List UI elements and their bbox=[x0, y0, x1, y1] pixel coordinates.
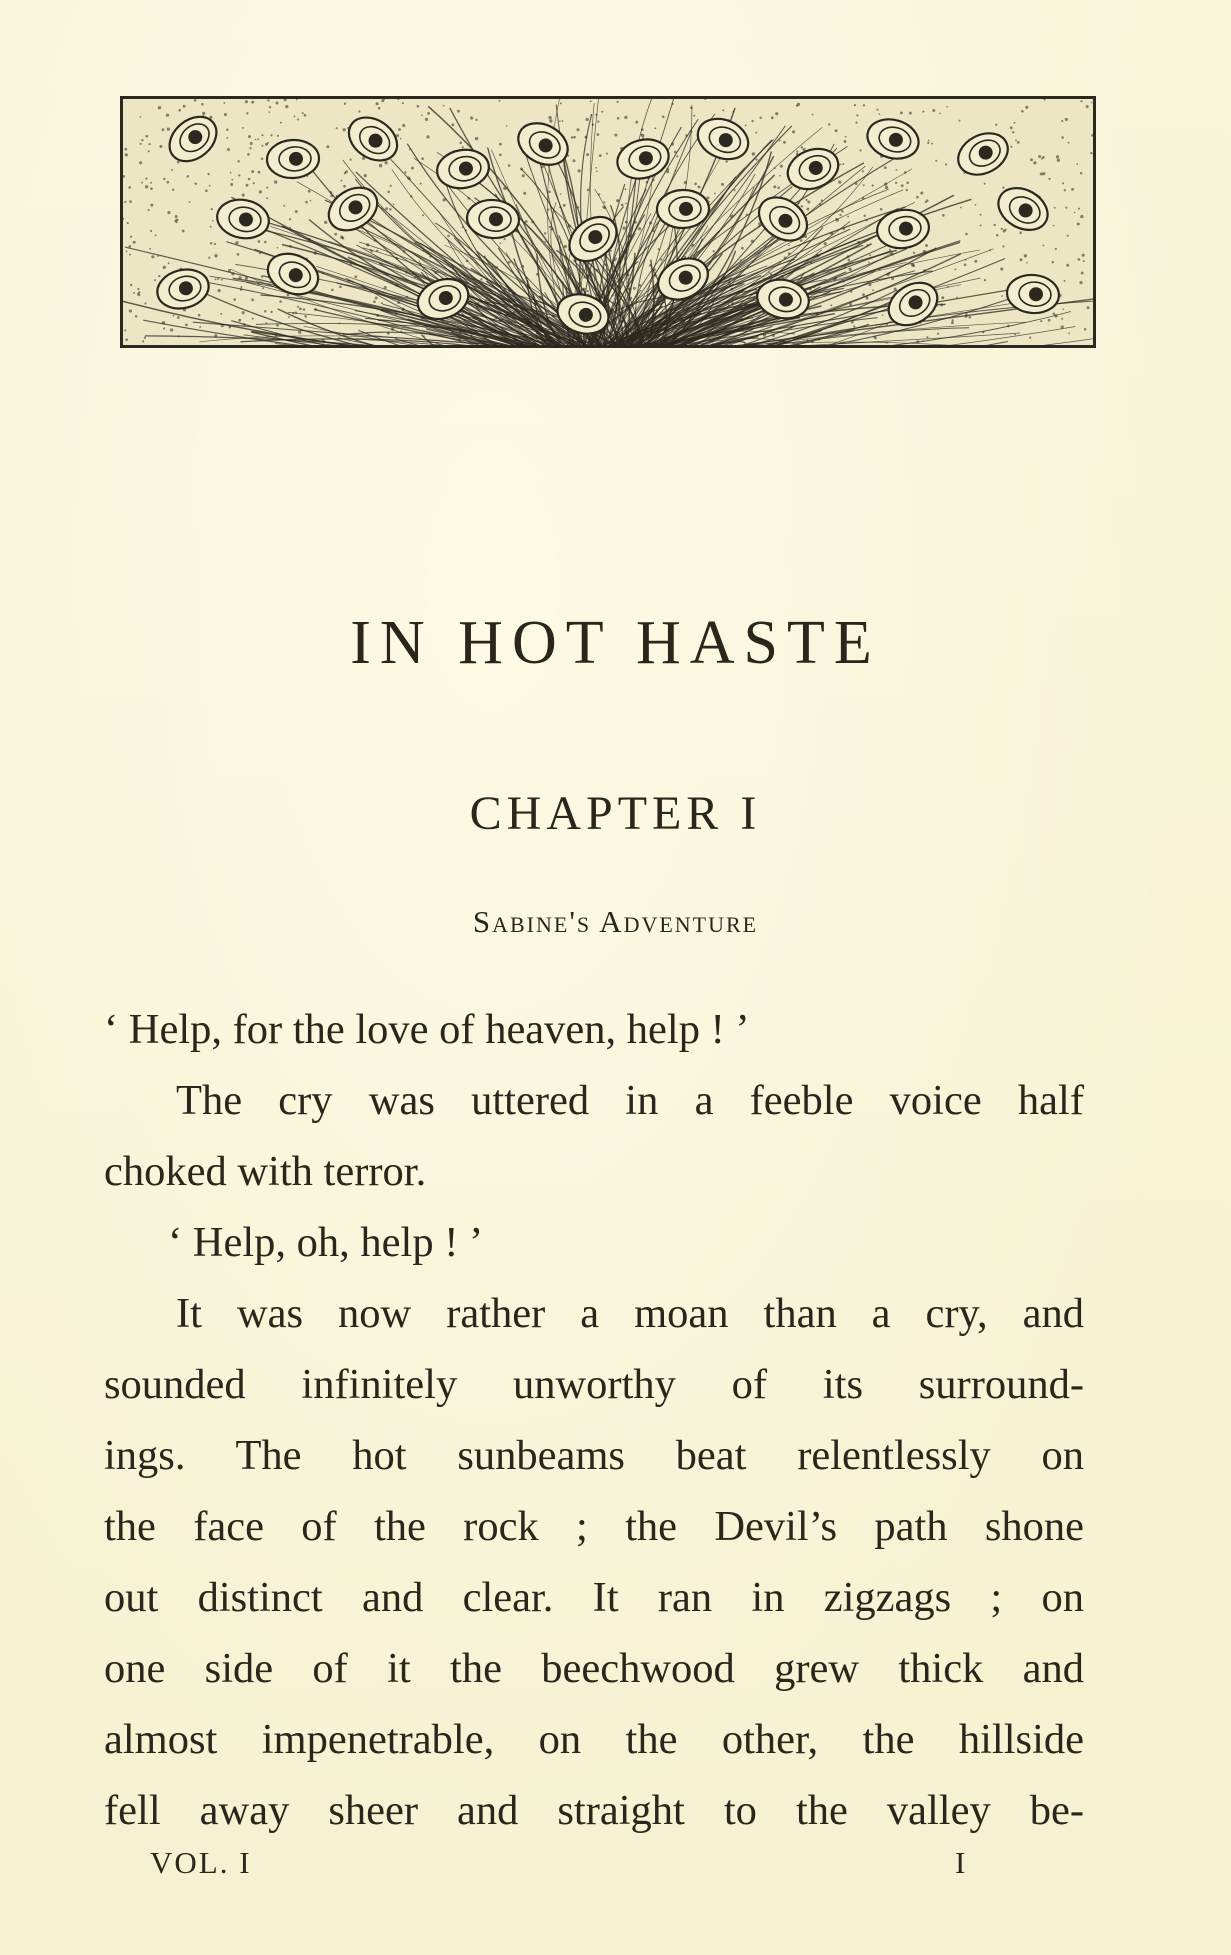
feather-eye-icon bbox=[161, 108, 225, 171]
paragraph-4 bbox=[104, 1278, 1084, 1846]
signature-mark: VOL. I bbox=[150, 1845, 252, 1880]
chapter-subtitle: Sabine's Adventure bbox=[472, 904, 759, 939]
text-line: out distinct and clear. It ran in zigzags ; on bbox=[104, 1574, 1084, 1621]
feather-eye-icon bbox=[863, 114, 923, 165]
text-line: The cry was uttered in a feeble voice half bbox=[176, 1077, 1084, 1124]
feather-eye-icon bbox=[466, 198, 521, 240]
chapter-heading: CHAPTER I bbox=[469, 787, 762, 840]
peacock-feather-headpiece-icon bbox=[120, 96, 1096, 348]
text-line: sounded infinitely unworthy of its surround- bbox=[104, 1361, 1084, 1408]
text-line: ‘ Help, for the love of heaven, help ! ’ bbox=[104, 1006, 750, 1053]
feather-eye-icon bbox=[951, 125, 1015, 182]
feather-eye-icon bbox=[266, 139, 320, 180]
feather-eye-icon bbox=[692, 112, 754, 167]
paragraph-2 bbox=[104, 1065, 1084, 1207]
feather-eye-icon bbox=[875, 207, 932, 252]
feather-eye-icon bbox=[991, 180, 1055, 238]
text-line: the face of the rock ; the Devil’s path shone bbox=[104, 1503, 1084, 1550]
text-line: almost impenetrable, on the other, the hillside bbox=[104, 1716, 1084, 1763]
feather-eye-icon bbox=[613, 134, 673, 184]
ornament-drawing bbox=[123, 99, 1093, 345]
feather-eye-icon bbox=[153, 264, 213, 313]
book-title: IN HOT HASTE bbox=[350, 609, 881, 677]
text-line: one side of it the beechwood grew thick and bbox=[104, 1645, 1084, 1692]
paragraph-1 bbox=[104, 994, 1084, 1065]
feather-eye-icon bbox=[656, 189, 709, 229]
feather-eye-icon bbox=[321, 179, 385, 239]
feather-eye-icon bbox=[434, 146, 491, 192]
text-line: fell away sheer and straight to the valley be- bbox=[104, 1787, 1084, 1834]
paragraph-3 bbox=[104, 1207, 1084, 1278]
text-line: ings. The hot sunbeams beat relentlessly on bbox=[104, 1432, 1084, 1479]
feather-eye-icon bbox=[214, 196, 272, 242]
sheet-number: I bbox=[955, 1845, 968, 1880]
text-line: ‘ Help, oh, help ! ’ bbox=[168, 1219, 484, 1266]
text-line: choked with terror. bbox=[104, 1148, 427, 1195]
body-text bbox=[104, 994, 1084, 1846]
text-line: It was now rather a moan than a cry, and bbox=[176, 1290, 1084, 1337]
